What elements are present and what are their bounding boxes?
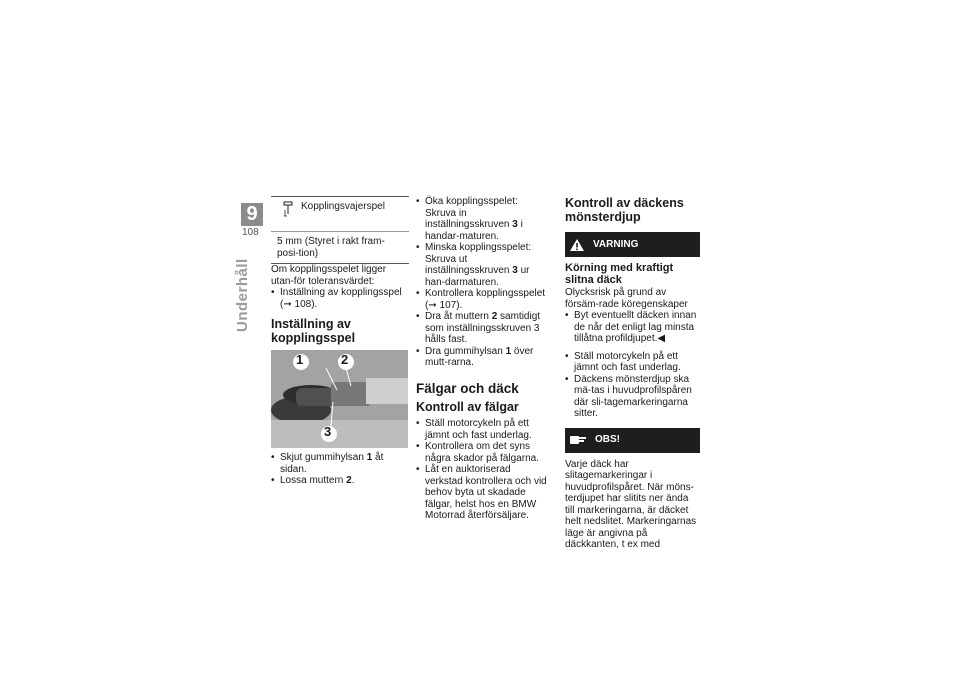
column-2 <box>416 196 551 522</box>
chapter-number: 9 <box>241 203 263 226</box>
warning-banner <box>565 232 700 257</box>
list-item: • Byt eventuellt däcken innan de når det enligt lag minsta tillåtna profildjupet.◀ <box>565 310 700 345</box>
section-heading: Inställning av kopplingsspel <box>271 317 356 345</box>
list-item: • Kontrollera om det syns några skador på fälgarna. <box>416 441 551 464</box>
section-heading: Kontroll av däckens mönsterdjup <box>565 196 684 224</box>
list-item: • Minska kopplingsspelet: Skruva ut inställningsskruven 3 ur han-darmaturen. <box>416 242 551 288</box>
list-b <box>271 452 409 487</box>
page-number: 108 <box>242 227 259 238</box>
note-banner <box>565 428 700 453</box>
tread-list <box>565 351 700 420</box>
list-item: • Lossa muttern 2. <box>271 475 409 487</box>
list-item: • Öka kopplingsspelet: Skruva in inställningsskruven 3 i handar-maturen. <box>416 196 551 242</box>
list-item: • Däckens mönsterdjup ska mä-tas i huvudprofilspåren där sli-tagemarkeringarna sitter. <box>565 374 700 420</box>
spec-table <box>271 196 409 264</box>
column-1 <box>271 196 409 487</box>
spec-label: Kopplingsvajerspel <box>301 201 385 212</box>
figure-label-2: 2 <box>341 352 349 367</box>
warning-list <box>565 310 700 345</box>
side-title-container <box>226 258 272 332</box>
rim-list <box>416 418 551 522</box>
side-title: Underhåll <box>234 258 251 332</box>
note-text: Varje däck har slitagemarkeringar i huvudprofilspåret. När möns-terdjupet har slitits ner ända till markeringarna, är däcket helt nedslitet. Markeringarnas läge är angivna på däckkanten, t ex med <box>565 458 697 550</box>
spec-value: 5 mm (Styret i rakt fram-posi-tion) <box>277 236 385 259</box>
list-item: • Ställ motorcykeln på ett jämnt och fast underlag. <box>416 418 551 441</box>
list-item: • Kontrollera kopplingsspelet (➞ 107). <box>416 288 551 311</box>
column-3 <box>565 196 700 551</box>
list-item: • Inställning av kopplingsspel (➞ 108). <box>271 287 409 310</box>
warning-title: Körning med kraftigt slitna däck <box>565 262 674 286</box>
intro-text: Om kopplingsspelet ligger utan-för toleransvärdet: <box>271 264 387 287</box>
list-item: • Låt en auktoriserad verkstad kontrollera och vid behov byta ut skadade fälgar, helst hos en BMW Motorrad återförsäljare. <box>416 464 551 522</box>
arrow-right-icon: ➞ <box>428 299 437 311</box>
list-item: • Skjut gummihylsan 1 åt sidan. <box>271 452 409 475</box>
note-hand-icon <box>569 433 587 447</box>
warning-text: Olycksrisk på grund av försäm-rade köregenskaper <box>565 287 688 310</box>
list-a <box>271 287 409 310</box>
chapter-heading: Fälgar och däck <box>416 380 519 396</box>
end-mark: ◀ <box>657 333 666 344</box>
warning-triangle-icon <box>569 238 585 252</box>
clutch-figure <box>271 350 408 448</box>
list-item: • Dra gummihylsan 1 över mutt-rarna. <box>416 346 551 369</box>
list-item: • Dra åt muttern 2 samtidigt som inställningsskruven 3 hålls fast. <box>416 311 551 346</box>
figure-label-3: 3 <box>324 424 332 439</box>
adjust-list <box>416 196 551 369</box>
arrow-right-icon: ➞ <box>283 298 292 310</box>
figure-label-1: 1 <box>296 352 304 367</box>
spec-divider <box>271 231 409 232</box>
note-label: OBS! <box>595 434 620 446</box>
sub-heading: Kontroll av fälgar <box>416 400 519 414</box>
warning-label: VARNING <box>593 238 639 250</box>
list-item: • Ställ motorcykeln på ett jämnt och fast underlag. <box>565 351 700 374</box>
cable-spec-icon <box>283 201 293 217</box>
